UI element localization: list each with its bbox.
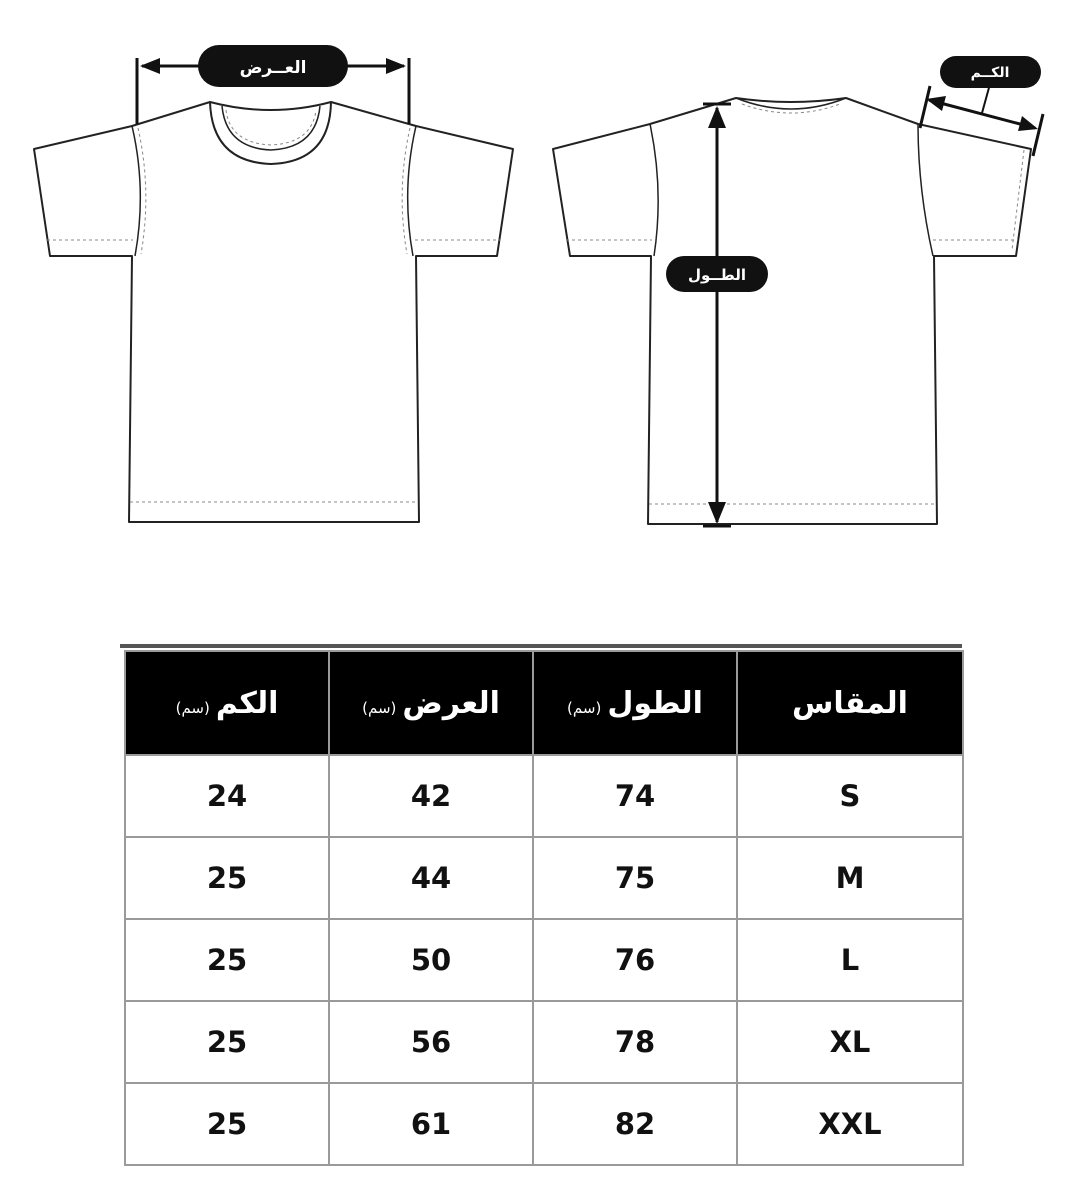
- length-pill: [666, 256, 768, 292]
- cell-size: S: [737, 755, 963, 837]
- cell-width: 44: [329, 837, 533, 919]
- cell-sleeve: 25: [125, 1083, 329, 1165]
- size-table: [124, 650, 964, 1166]
- table-header-row: [125, 651, 963, 755]
- table-row: [125, 919, 963, 1001]
- header-width-unit: (سم): [362, 698, 397, 717]
- cell-size: XL: [737, 1001, 963, 1083]
- table-row: [125, 1083, 963, 1165]
- header-length-unit: (سم): [567, 698, 602, 717]
- table-top-rule: [120, 644, 962, 648]
- header-sleeve-unit: (سم): [175, 698, 210, 717]
- header-length: [533, 651, 737, 755]
- cell-width: 42: [329, 755, 533, 837]
- cell-size: XXL: [737, 1083, 963, 1165]
- length-pill-label: الطــول: [687, 266, 747, 284]
- header-sleeve-label: الكم: [215, 685, 279, 721]
- tshirt-back: [553, 98, 1031, 524]
- header-size: [737, 651, 963, 755]
- table-row: [125, 1001, 963, 1083]
- header-width-label: العرض: [402, 685, 500, 721]
- table-row: [125, 755, 963, 837]
- cell-width: 50: [329, 919, 533, 1001]
- size-chart: [120, 644, 962, 1166]
- sleeve-pill: [940, 56, 1041, 88]
- cell-width: 61: [329, 1083, 533, 1165]
- header-width: [329, 651, 533, 755]
- cell-sleeve: 24: [125, 755, 329, 837]
- width-pill: [198, 45, 348, 87]
- cell-length: 74: [533, 755, 737, 837]
- cell-length: 76: [533, 919, 737, 1001]
- table-row: [125, 837, 963, 919]
- cell-length: 78: [533, 1001, 737, 1083]
- cell-sleeve: 25: [125, 1001, 329, 1083]
- header-size-label: المقاس: [792, 685, 908, 721]
- sleeve-pill-label: الكــم: [970, 65, 1010, 81]
- cell-size: L: [737, 919, 963, 1001]
- cell-length: 82: [533, 1083, 737, 1165]
- header-length-label: الطول: [607, 685, 703, 721]
- tshirt-front: [34, 102, 513, 522]
- cell-width: 56: [329, 1001, 533, 1083]
- header-sleeve: [125, 651, 329, 755]
- cell-size: M: [737, 837, 963, 919]
- width-pill-label: العــرض: [239, 58, 307, 78]
- cell-sleeve: 25: [125, 837, 329, 919]
- cell-sleeve: 25: [125, 919, 329, 1001]
- cell-length: 75: [533, 837, 737, 919]
